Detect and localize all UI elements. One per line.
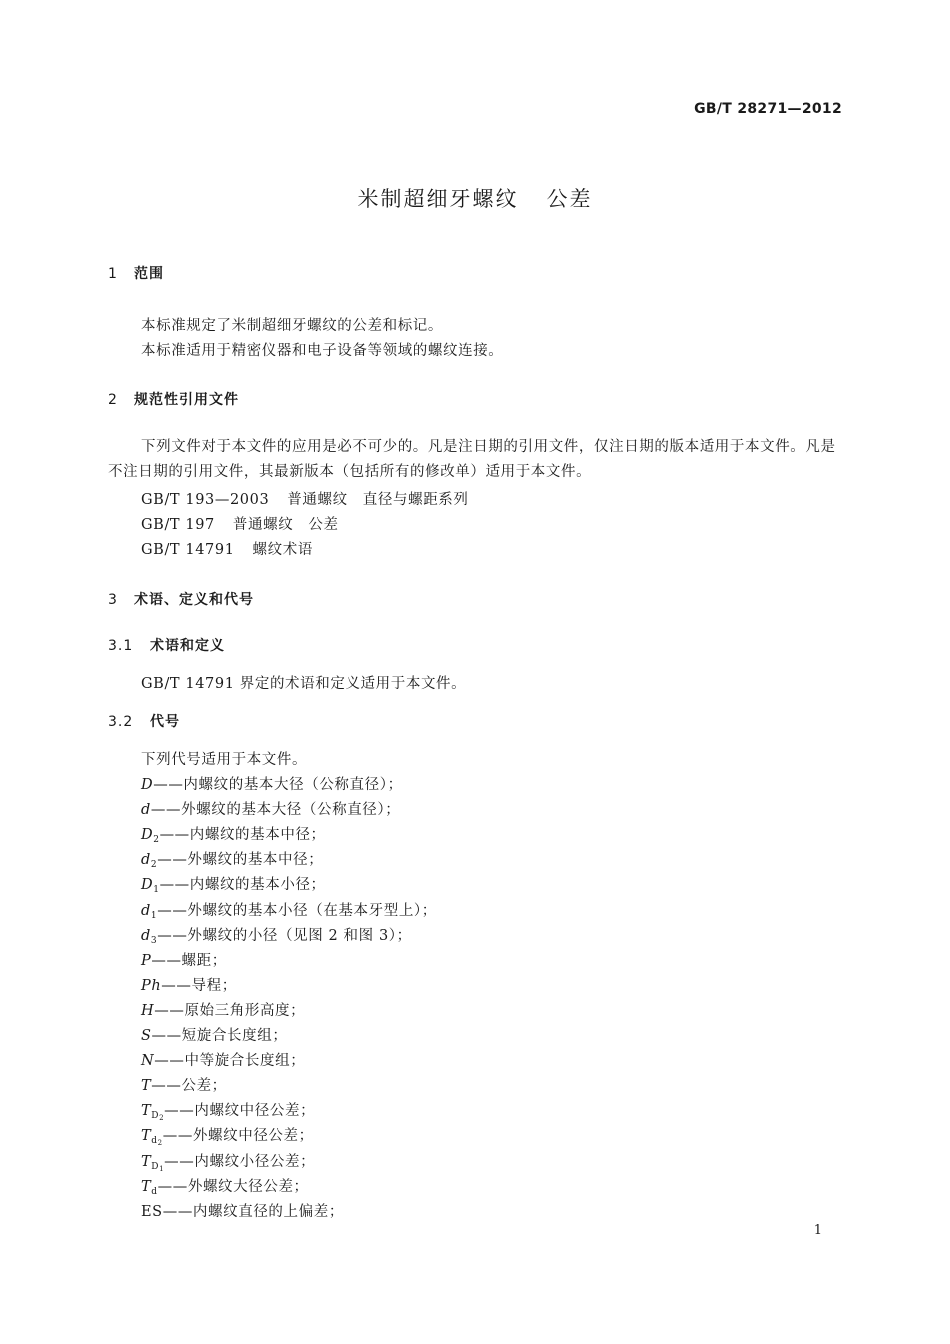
paragraph: 本标准适用于精密仪器和电子设备等领域的螺纹连接。 [141,343,504,359]
symbol: d [141,902,151,919]
symbol: d [141,852,151,869]
symbol: D [141,777,154,793]
reference-name: 螺纹术语 [252,542,313,558]
symbol-definition [141,798,400,819]
section-3-2-heading [108,711,180,731]
symbol: S [141,1028,152,1044]
symbol-description: ——外螺纹的小径（见图 2 和图 3）； [157,927,412,944]
symbol-subscript [151,1162,164,1172]
symbol-sub-subscript: 2 [159,1114,165,1123]
subscript-text: 2 [150,860,158,871]
reference-item [141,538,313,559]
symbol: H [141,1002,155,1019]
section-3-heading [108,589,254,609]
symbol: P [141,952,152,969]
symbol: ES [141,1203,163,1220]
symbol-sub-subscript: 1 [159,1164,165,1173]
symbol: D [141,877,154,894]
section-number: 3.2 [108,714,134,730]
symbol: N [141,1053,155,1070]
symbol-definition [141,974,237,995]
symbol: T [141,1103,152,1120]
paragraph: 下列代号适用于本文件。 [141,752,308,768]
symbol-definition [141,823,326,845]
symbol-definition [141,899,437,921]
symbol-description: ——外螺纹的基本小径（在基本牙型上）； [157,902,437,919]
symbol: Ph [141,977,162,994]
symbol-definition [141,1200,344,1221]
symbol-description: ——内螺纹小径公差； [164,1153,316,1170]
section-title: 范围 [134,266,164,282]
symbol: d [141,927,151,944]
section-1-heading [108,263,164,283]
page-number: 1 [813,1223,822,1238]
document-title [0,183,950,213]
subscript-text: 3 [150,935,158,946]
reference-code: GB/T 193—2003 [141,492,270,508]
paragraph: GB/T 14791 界定的术语和定义适用于本文件。 [141,676,467,692]
paragraph: 本标准规定了米制超细牙螺纹的公差和标记。 [141,318,443,334]
section-number: 2 [108,392,118,408]
section-title: 规范性引用文件 [134,392,239,408]
symbol: T [141,1178,152,1195]
reference-name: 普通螺纹 直径与螺距系列 [287,492,469,508]
symbol-description: ——公差； [151,1078,227,1095]
symbol-definition [141,924,412,946]
symbol-definition [141,949,227,970]
section-number: 3 [108,592,118,608]
paragraph: 下列文件对于本文件的应用是必不可少的。凡是注日期的引用文件，仅注日期的版本适用于本文件。凡是不注日期的引用文件，其最新版本（包括所有的修改单）适用于本文件。 [108,439,836,480]
subscript-text: D [151,1161,160,1172]
symbol: T [141,1128,152,1145]
symbol-description: ——外螺纹的基本中径； [157,852,324,869]
subscript-text: D [151,1111,160,1122]
symbol-subscript [151,1111,164,1121]
section-title: 术语、定义和代号 [134,592,254,608]
symbol-description: ——内螺纹直径的上偏差； [162,1203,344,1220]
title-sub: 公差 [546,187,593,211]
symbol-definition [141,1099,315,1122]
section-2-heading [108,389,239,409]
subscript-text: d [151,1136,158,1147]
section-title: 术语和定义 [150,638,225,654]
symbol-description: ——原始三角形高度； [154,1002,306,1019]
reference-name: 普通螺纹 公差 [232,517,339,533]
symbol-description: ——导程； [161,977,237,994]
reference-code: GB/T 197 [141,517,215,533]
symbol: T [141,1153,152,1170]
section-3-1-heading [108,635,225,655]
symbol-description: ——中等旋合长度组； [154,1053,306,1070]
symbol-description: ——短旋合长度组； [151,1028,288,1044]
symbol: T [141,1078,152,1095]
symbol-definition [141,848,323,870]
symbol-description: ——螺距； [151,952,227,969]
section-title: 代号 [150,714,180,730]
symbol-definition [141,1150,315,1173]
subscript-text: 2 [153,835,160,846]
reference-item [141,488,469,509]
symbol-definition [141,873,326,895]
symbol: D [141,827,154,844]
subscript-text: d [151,1186,158,1197]
standard-code: GB/T 28271—2012 [694,101,842,117]
reference-item [141,513,339,534]
section-number: 3.1 [108,638,134,654]
symbol-definition [141,1024,287,1045]
symbol-definition [141,1124,314,1147]
subscript-text: 1 [150,910,158,921]
symbol-description: ——外螺纹中径公差； [162,1128,314,1145]
symbol-description: ——内螺纹的基本小径； [159,877,326,894]
symbol-description: ——内螺纹的基本中径； [159,827,326,844]
symbol-definition [141,1049,305,1070]
symbol-subscript [151,1136,162,1146]
symbol-definition [141,773,403,794]
symbol-definition [141,999,305,1020]
title-main: 米制超细牙螺纹 [357,187,519,211]
symbol-definition [141,1074,227,1095]
symbol-sub-subscript: 2 [157,1139,163,1148]
subscript-text: 1 [153,885,160,896]
symbol-description: ——外螺纹的基本大径（公称直径）； [150,802,401,819]
symbol-definition [141,1175,309,1197]
symbol-description: ——内螺纹的基本大径（公称直径）； [153,777,403,793]
symbol-description: ——内螺纹中径公差； [164,1103,316,1120]
symbol-description: ——外螺纹大径公差； [157,1178,309,1195]
section-number: 1 [108,266,118,282]
symbol: d [141,802,151,819]
reference-code: GB/T 14791 [141,542,235,558]
